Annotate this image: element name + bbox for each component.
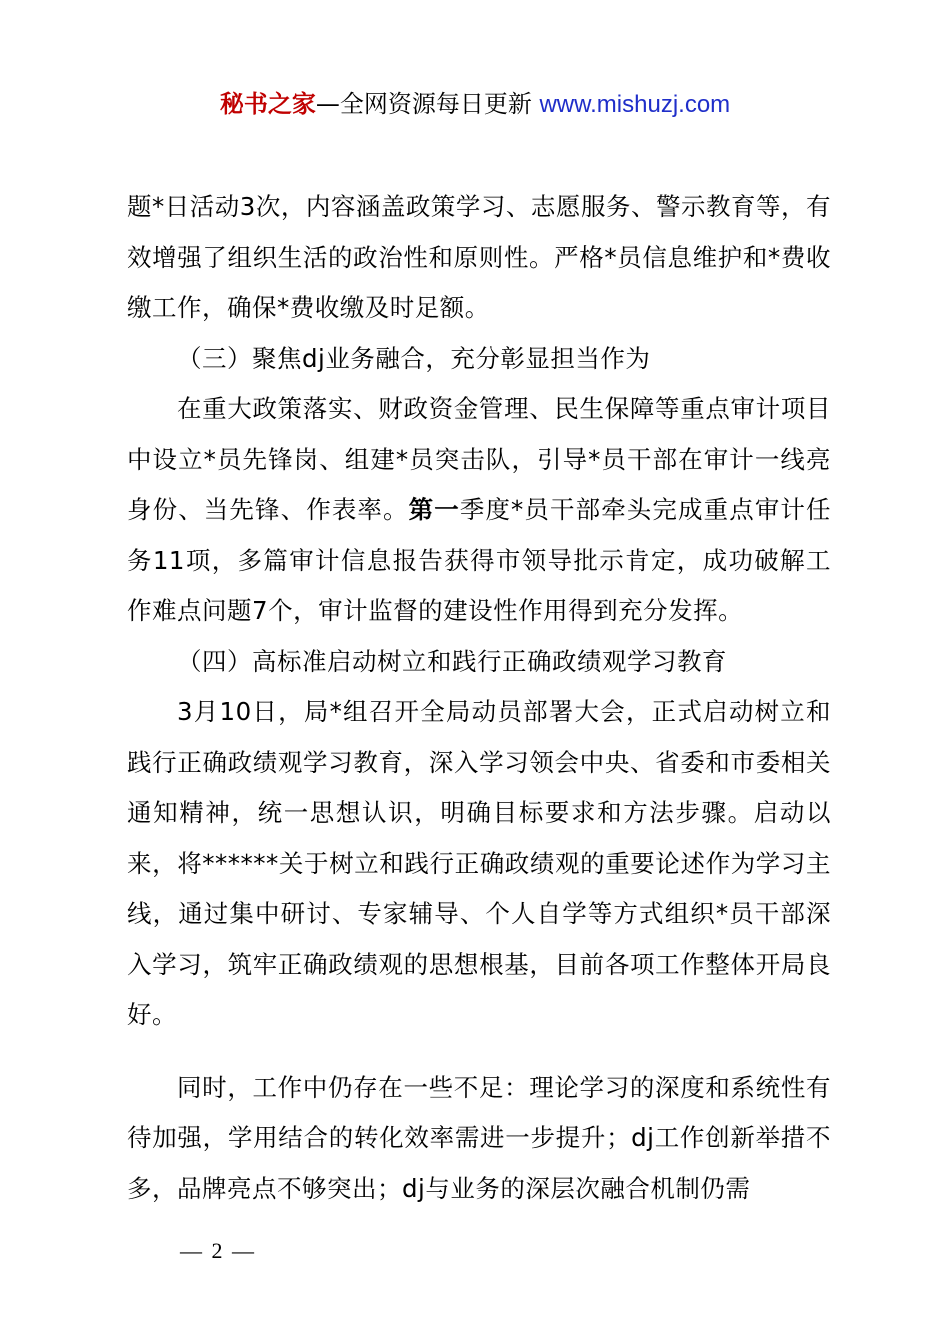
section-heading-3: （三）聚焦dj业务融合，充分彰显担当作为 [177,343,651,373]
paragraph-shortcomings: 同时，工作中仍存在一些不足：理论学习的深度和系统性有待加强，学用结合的转化效率需进一步提升；dj工作创新举措不多，品牌亮点不够突出；dj与业务的深层次融合机制仍需 [127,1072,831,1203]
banner-brand: 秘书之家 [219,90,316,118]
banner-tagline: —全网资源每日更新 [315,90,540,118]
paragraph-continued: 题*日活动3次，内容涵盖政策学习、志愿服务、警示教育等，有效增强了组织生活的政治性和原则性。严格*员信息维护和*费收缴工作，确保*费收缴及时足额。 [127,192,831,322]
document-body [127,182,831,1214]
banner-url[interactable]: www.mishuzj.com [539,91,731,118]
paragraph-audit-pioneers [127,384,831,637]
paragraph-study-education: 3月10日，局*组召开全局动员部署大会，正式启动树立和践行正确政绩观学习教育，深入学习领会中央、省委和市委相关通知精神，统一思想认识，明确目标要求和方法步骤。启动以来，将******关于树立和践行正确政绩观的重要论述作为学习主线，通过集中研讨、专家辅导、个人自学等方式组织*员干部深入学习，筑牢正确政绩观的思想根基，目前各项工作整体开局良好。 [127,697,831,1029]
paragraph-audit-pioneers-c: 季度*员干部牵头完成重点审计任务11项，多篇审计信息报告获得市领导批示肯定，成功破解工作难点问题7个，审计监督的建设性作用得到充分发挥。 [127,495,832,625]
site-banner [0,84,950,125]
paragraph-audit-pioneers-bold: 第一 [408,495,460,524]
page-number: — 2 — [180,1238,256,1263]
section-heading-4: （四）高标准启动树立和践行正确政绩观学习教育 [177,646,727,676]
paragraph-audit-pioneers-a: 在重大政策落实、财政资金管理、民生保障等重点审计项目中设立*员先锋岗、组建*员突击队，引导*员干部在审计一线亮身份、当先锋、作表率。 [127,394,831,524]
